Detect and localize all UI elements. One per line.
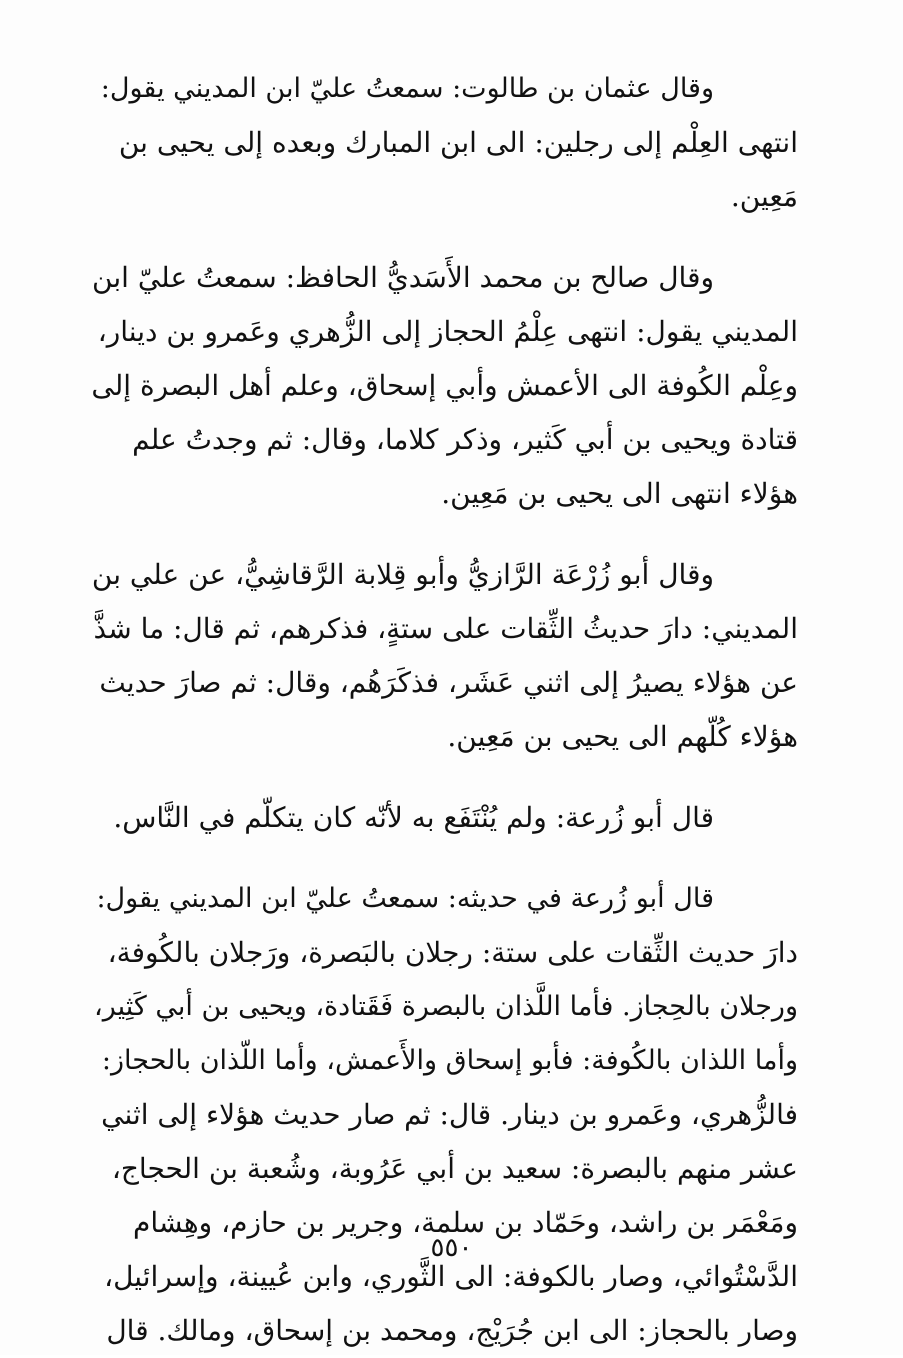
text-line: عن هؤلاء يصيرُ إلى اثني عَشَر، فذكَرَهُم، وقال: ثم صارَ حديث bbox=[99, 666, 798, 699]
paragraph-4 bbox=[86, 791, 798, 845]
text-line: انتهى العِلْم إلى رجلين: الى ابن المبارك وبعده إلى يحيى بن bbox=[118, 126, 798, 159]
text-line: قال أبو زُرعة: ولم يُنْتَفَع به لأنّه كان يتكلّم في النَّاس. bbox=[113, 801, 714, 834]
text-line: ومَعْمَر بن راشد، وحَمّاد بن سلمة، وجرير بن حازم، وهِشام bbox=[133, 1206, 798, 1239]
text-line: مَعِين. bbox=[730, 180, 798, 213]
body-text bbox=[86, 62, 798, 1358]
paragraph-2 bbox=[86, 251, 798, 521]
text-line: وقال أبو زُرْعَة الرَّازيُّ وأبو قِلابة الرَّقاشِيُّ، عن علي بن bbox=[91, 558, 714, 591]
text-line: وقال عثمان بن طالوت: سمعتُ عليّ ابن المديني يقول: bbox=[100, 73, 714, 104]
text-line: وأما اللذان بالكُوفة: فأبو إسحاق والأَعمش، وأما اللّذان بالحجاز: bbox=[101, 1045, 798, 1076]
text-line: فالزُّهري، وعَمرو بن دينار. قال: ثم صار حديث هؤلاء إلى اثني bbox=[101, 1098, 798, 1131]
text-line: المديني: دارَ حديثُ الثِّقات على ستةٍ، فذكرهم، ثم قال: ما شذَّ bbox=[93, 612, 798, 645]
text-line: عشر منهم بالبصرة: سعيد بن أبي عَرُوبة، وشُعبة بن الحجاج، bbox=[111, 1152, 798, 1185]
text-line: الدَّسْتُوائي، وصار بالكوفة: الى الثَّوري، وابن عُيينة، وإسرائيل، bbox=[104, 1260, 798, 1293]
paragraph-5 bbox=[86, 872, 798, 1358]
page-number: ٥٥٠ bbox=[430, 1233, 473, 1263]
text-line: هؤلاء انتهى الى يحيى بن مَعِين. bbox=[441, 477, 798, 510]
paragraph-3 bbox=[86, 548, 798, 764]
text-line: المديني يقول: انتهى عِلْمُ الحجاز إلى الزُّهري وعَمرو بن دينار، bbox=[97, 315, 798, 348]
text-line: وعِلْم الكُوفة الى الأعمش وأبي إسحاق، وعلم أهل البصرة إلى bbox=[91, 369, 798, 402]
text-line: قال أبو زُرعة في حديثه: سمعتُ عليّ ابن المديني يقول: bbox=[96, 883, 714, 914]
text-line: وقال صالح بن محمد الأَسَديُّ الحافظ: سمعتُ عليّ ابن bbox=[92, 261, 714, 294]
text-line: وصار بالحجاز: الى ابن جُرَيْج، ومحمد بن إسحاق، ومالك. قال bbox=[106, 1314, 798, 1347]
paragraph-1 bbox=[86, 62, 798, 224]
text-line: ورجلان بالحِجاز. فأما اللَّذان بالبصرة فَقَتادة، ويحيى بن أبي كَثِير، bbox=[94, 991, 798, 1022]
text-line: هؤلاء كُلّهم الى يحيى بن مَعِين. bbox=[447, 720, 798, 753]
text-line: دارَ حديث الثِّقات على ستة: رجلان بالبَصرة، ورَجلان بالكُوفة، bbox=[107, 936, 798, 969]
text-line: قتادة ويحيى بن أبي كَثير، وذكر كلاما، وقال: ثم وجدتُ علم bbox=[132, 423, 798, 456]
